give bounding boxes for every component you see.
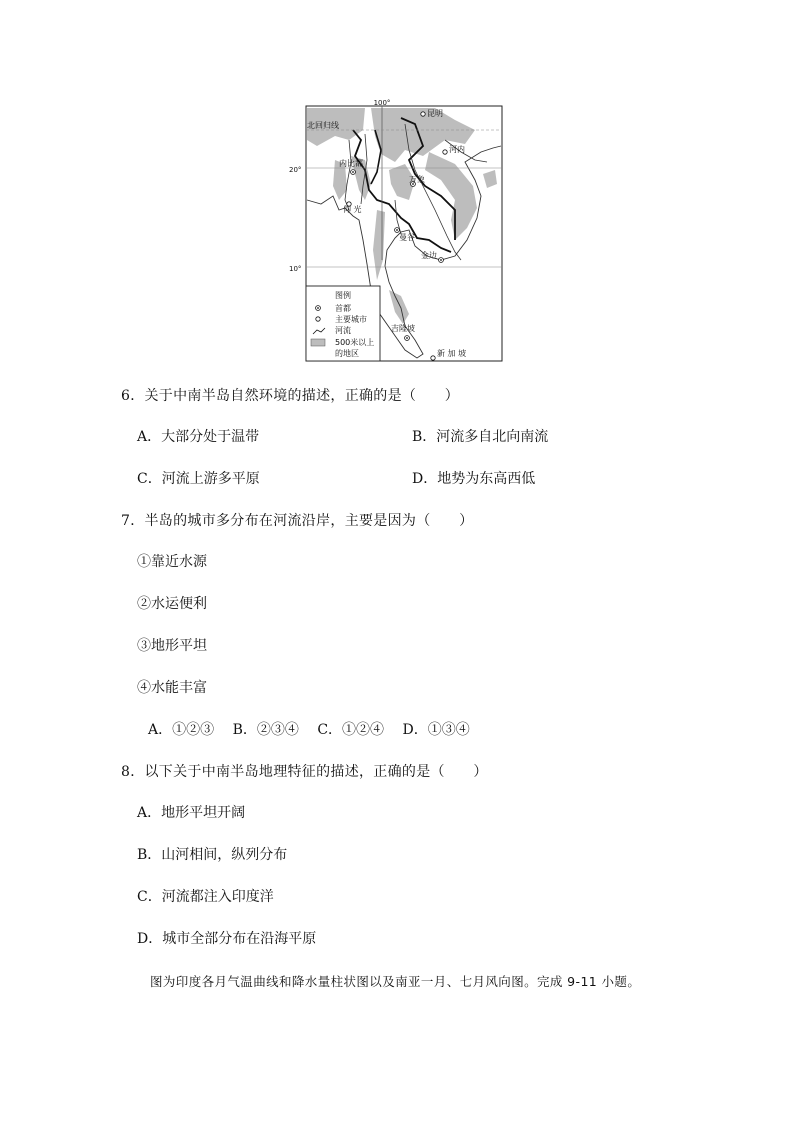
q6-option-a[interactable]: A．大部分处于温带 <box>137 429 260 445</box>
legend-city: 主要城市 <box>335 315 367 324</box>
lon-label: 100° <box>373 99 391 107</box>
q6-option-d[interactable]: D．地势为东高西低 <box>412 471 536 487</box>
indochina-map <box>289 99 503 362</box>
q7-option-d[interactable]: D．①③④ <box>402 722 470 738</box>
hanoi-dot <box>443 150 447 154</box>
q7-option-b[interactable]: B．②③④ <box>232 722 299 738</box>
legend-city-icon <box>316 317 320 321</box>
legend-capital: 首都 <box>335 304 351 313</box>
legend-river: 河流 <box>335 326 351 335</box>
legend-title: 图例 <box>335 291 351 300</box>
city-phnompenh: 金边 <box>421 251 437 260</box>
q7-option-a[interactable]: A．①②③ <box>148 722 215 738</box>
city-kualalumpur: 吉隆坡 <box>391 324 415 333</box>
q7-statement-2: ②水运便利 <box>137 596 207 612</box>
legend-high1: 500米以上 <box>335 338 375 347</box>
q7-option-c[interactable]: C．①②④ <box>317 722 385 738</box>
singapore-dot <box>431 356 435 360</box>
q7-statement-3: ③地形平坦 <box>137 638 207 654</box>
q7-statement-4: ④水能丰富 <box>137 680 207 696</box>
city-vientiane: 万象 <box>409 175 425 184</box>
city-kunming: 昆明 <box>427 109 443 118</box>
city-naypyidaw: 内比都 <box>339 159 363 168</box>
lat10-label: 10° <box>289 265 302 273</box>
q6-option-c[interactable]: C．河流上游多平原 <box>137 471 260 487</box>
q7-stem: 7．半岛的城市多分布在河流沿岸，主要是因为（ ） <box>121 513 474 529</box>
map-legend <box>306 286 380 361</box>
q8-option-c[interactable]: C．河流都注入印度洋 <box>137 889 274 905</box>
q8-stem: 8．以下关于中南半岛地理特征的描述，正确的是（ ） <box>121 764 488 780</box>
q7-options-row <box>148 719 484 739</box>
q8-option-b[interactable]: B．山河相间，纵列分布 <box>137 847 288 863</box>
map-figure <box>289 99 503 362</box>
q7-statement-1: ①靠近水源 <box>137 554 207 570</box>
next-group-intro: 图为印度各月气温曲线和降水量柱状图以及南亚一月、七月风向图。完成 9-11 小题。 <box>150 974 641 989</box>
city-hanoi: 河内 <box>449 145 465 154</box>
city-bangkok: 曼谷 <box>399 233 415 242</box>
q8-option-a[interactable]: A．地形平坦开阔 <box>137 805 246 821</box>
q8-option-d[interactable]: D．城市全部分布在沿海平原 <box>137 931 317 947</box>
city-yangon: 仰 光 <box>343 205 362 214</box>
q6-stem: 6．关于中南半岛自然环境的描述，正确的是（ ） <box>121 388 460 404</box>
q6-option-b[interactable]: B．河流多自北向南流 <box>412 429 549 445</box>
lat20-label: 20° <box>289 166 302 174</box>
legend-high2: 的地区 <box>335 349 359 358</box>
tropic-label: 北回归线 <box>307 121 339 130</box>
kunming-dot <box>421 112 425 116</box>
legend-highland-icon <box>311 339 325 346</box>
city-singapore: 新 加 坡 <box>437 349 467 358</box>
